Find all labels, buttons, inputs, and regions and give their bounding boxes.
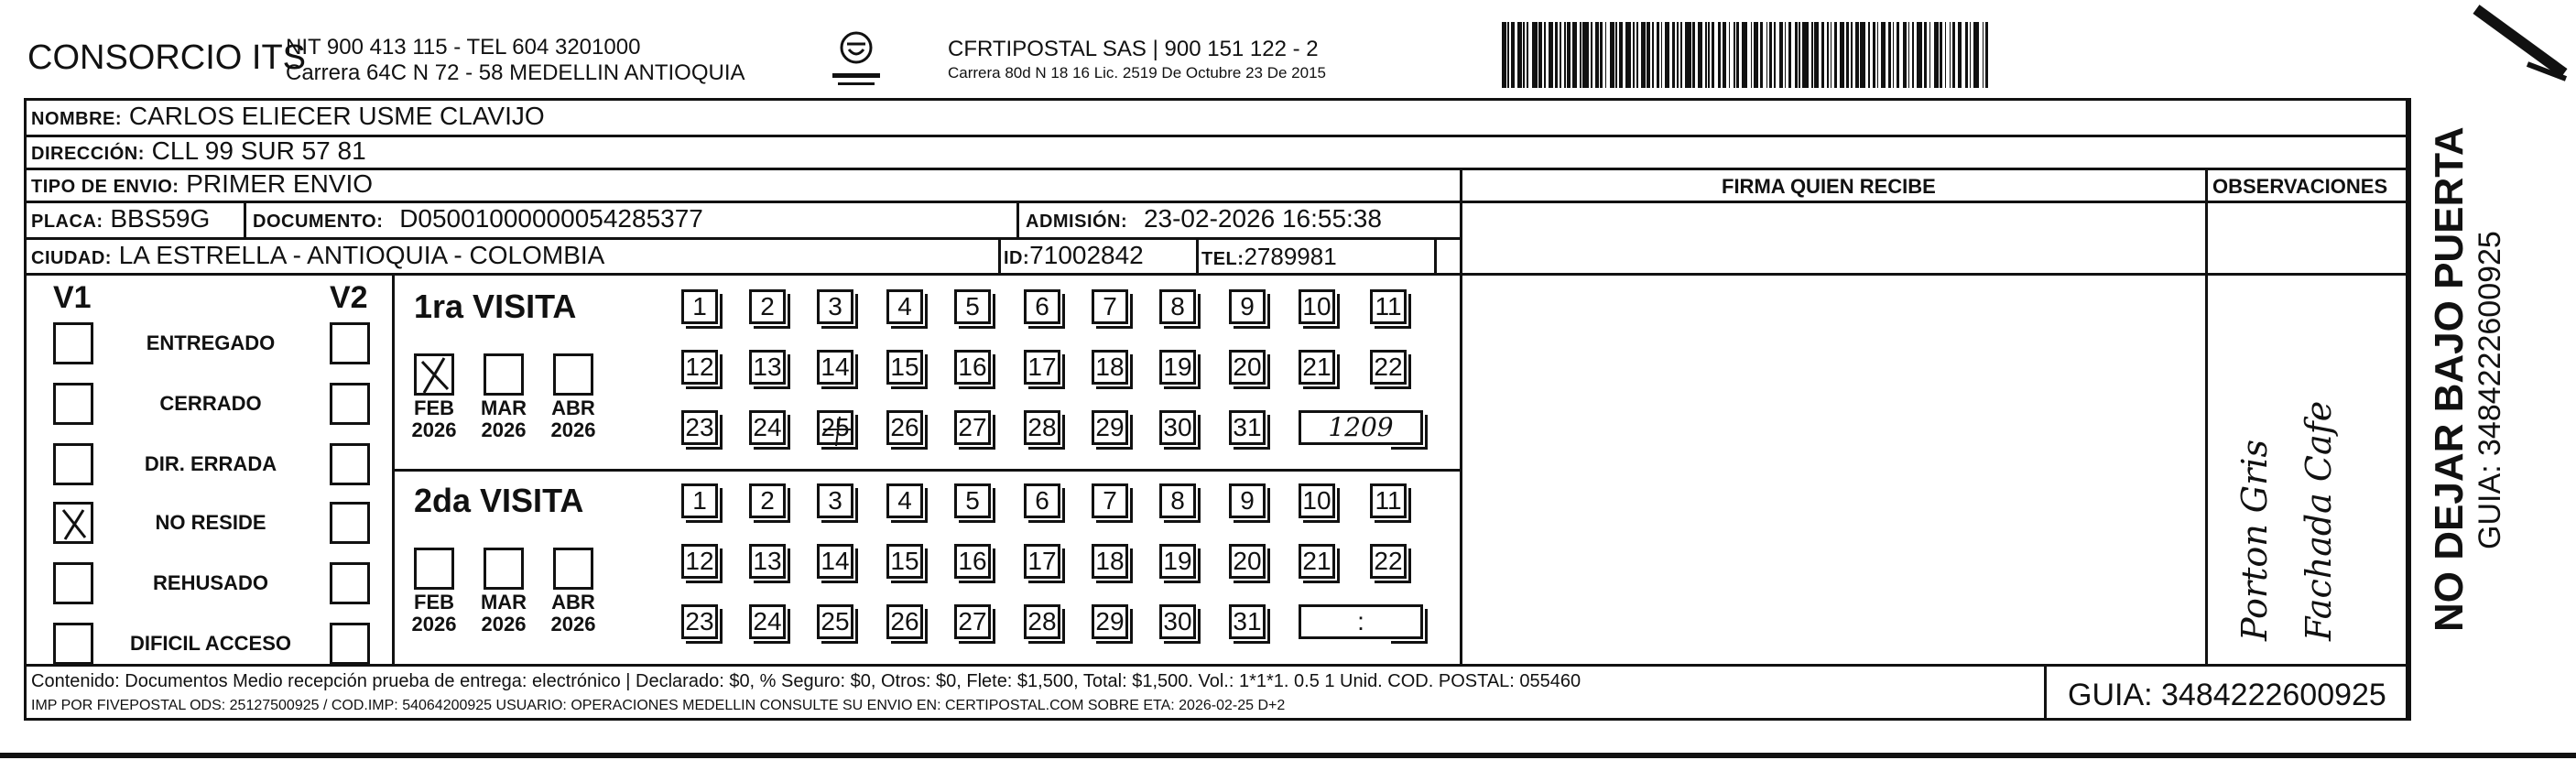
company-nit: NIT 900 413 115 - TEL 604 3201000 [286, 35, 641, 60]
tipo-label: TIPO DE ENVIO: [31, 177, 179, 197]
day-box[interactable]: 19 [1159, 544, 1196, 579]
month-label: ABR 2026 [550, 591, 596, 635]
month-checkbox[interactable] [553, 548, 593, 590]
day-box[interactable]: 5 [954, 483, 991, 518]
day-box[interactable]: 24 [749, 604, 786, 639]
direccion-label: DIRECCIÓN: [31, 144, 145, 164]
status-option-label: ENTREGADO [146, 331, 276, 354]
month-checkbox[interactable] [414, 548, 454, 590]
day-box[interactable]: 8 [1159, 289, 1196, 324]
day-box[interactable]: 23 [681, 410, 718, 445]
day-box[interactable]: 24 [749, 410, 786, 445]
nombre-row [31, 102, 545, 131]
day-box[interactable]: 4 [886, 483, 923, 518]
day-box[interactable]: 9 [1229, 483, 1266, 518]
status-option-label: DIR. ERRADA [144, 452, 277, 475]
day-box[interactable]: 8 [1159, 483, 1196, 518]
month-label: MAR 2026 [480, 591, 527, 635]
day-box[interactable]: 21 [1299, 350, 1335, 385]
day-box[interactable]: 26 [886, 604, 923, 639]
ciudad-value: LA ESTRELLA - ANTIOQUIA - COLOMBIA [118, 241, 605, 269]
tel-label: TEL: [1201, 249, 1245, 269]
v2-checkbox[interactable] [330, 443, 370, 485]
day-box[interactable]: 20 [1229, 544, 1266, 579]
v2-checkbox[interactable] [330, 562, 370, 604]
direccion-row [31, 136, 366, 166]
tipo-row [31, 169, 373, 199]
status-option-label: NO RESIDE [155, 511, 266, 534]
day-box[interactable]: 15 [886, 544, 923, 579]
time-box[interactable]: : [1299, 604, 1423, 639]
id-label: ID: [1004, 248, 1030, 268]
certipostal-logo [829, 27, 884, 92]
no-dejar-bajo-puerta: NO DEJAR BAJO PUERTA [2427, 126, 2472, 632]
day-box[interactable]: 6 [1024, 289, 1060, 324]
contenido-text: Contenido: Documentos Medio recepción prueba de entrega: electrónico | Declarado: $0, % Seguro: $0, Otros: $0, Flete: $1,500, Total: $1,500. Vol.: 1*1*1. 0.5 1 Unid. COD. POSTAL: 055460 [31, 671, 1581, 691]
day-box[interactable]: 28 [1024, 410, 1060, 445]
v1-checkbox[interactable] [53, 322, 93, 364]
day-box[interactable]: 18 [1092, 350, 1128, 385]
company-address: Carrera 64C N 72 - 58 MEDELLIN ANTIOQUIA [286, 60, 745, 85]
v2-checkbox[interactable] [330, 383, 370, 425]
v1-checkbox[interactable] [53, 383, 93, 425]
day-box[interactable]: 11 [1370, 483, 1407, 518]
documento-value: D05001000000054285377 [399, 204, 703, 233]
status-option-label: DIFICIL ACCESO [129, 632, 291, 655]
handwritten-observation-1: Porton Gris [2234, 440, 2275, 641]
day-box[interactable]: 30 [1159, 410, 1196, 445]
imp-text: IMP POR FIVEPOSTAL ODS: 25127500925 / COD.IMP: 54064200925 USUARIO: OPERACIONES MEDELLIN CONSULTE SU ENVIO EN: CERTIPOSTAL.COM SOBRE ETA: 2026-02-25 D+2 [31, 698, 1286, 713]
day-box[interactable]: 12 [681, 350, 718, 385]
day-box[interactable]: 20 [1229, 350, 1266, 385]
id-cell [1004, 241, 1144, 270]
status-option-label: CERRADO [159, 392, 262, 415]
status-option-label: REHUSADO [153, 571, 268, 594]
v2-checkbox[interactable] [330, 502, 370, 544]
month-checkbox[interactable] [553, 353, 593, 396]
day-box[interactable]: 9 [1229, 289, 1266, 324]
day-box[interactable]: 13 [749, 350, 786, 385]
ciudad-label: CIUDAD: [31, 248, 112, 268]
v2-checkbox[interactable] [330, 623, 370, 665]
day-box[interactable]: 16 [954, 544, 991, 579]
month-label: MAR 2026 [480, 396, 527, 441]
admision-value: 23-02-2026 16:55:38 [1143, 204, 1382, 233]
day-box[interactable]: 17 [1024, 544, 1060, 579]
day-box[interactable]: 25 [817, 410, 853, 445]
day-box[interactable]: 6 [1024, 483, 1060, 518]
day-box[interactable]: 28 [1024, 604, 1060, 639]
admision-cell [1026, 204, 1382, 233]
side-guia: GUIA: 3484222600925 [2473, 231, 2507, 549]
day-box[interactable]: 22 [1370, 544, 1407, 579]
day-box[interactable]: 1 [681, 483, 718, 518]
day-box[interactable]: 5 [954, 289, 991, 324]
month-checkbox[interactable] [414, 353, 454, 396]
placa-value: BBS59G [110, 204, 211, 233]
v2-checkbox[interactable] [330, 322, 370, 364]
day-box[interactable]: 3 [817, 483, 853, 518]
day-box[interactable]: 29 [1092, 604, 1128, 639]
day-box[interactable]: 2 [749, 289, 786, 324]
day-box[interactable]: 21 [1299, 544, 1335, 579]
guia-footer: GUIA: 3484222600925 [2068, 678, 2386, 712]
main-form [24, 98, 2408, 721]
placa-label: PLACA: [31, 212, 103, 232]
corner-mark [2473, 0, 2576, 101]
v1-checkbox[interactable] [53, 562, 93, 604]
second-visit-title: 2da VISITA [414, 482, 584, 519]
day-box[interactable]: 1 [681, 289, 718, 324]
day-box[interactable]: 12 [681, 544, 718, 579]
day-box[interactable]: 22 [1370, 350, 1407, 385]
documento-label: DOCUMENTO: [253, 212, 384, 232]
day-box[interactable]: 11 [1370, 289, 1407, 324]
day-box[interactable]: 10 [1299, 483, 1335, 518]
tipo-value: PRIMER ENVIO [186, 169, 374, 198]
month-checkbox[interactable] [484, 353, 524, 396]
month-checkbox[interactable] [484, 548, 524, 590]
firma-label: FIRMA QUIEN RECIBE [1722, 175, 1936, 198]
day-box[interactable]: 14 [817, 544, 853, 579]
month-label: FEB 2026 [411, 396, 457, 441]
day-box[interactable]: 14 [817, 350, 853, 385]
page-bottom-rule [0, 753, 2576, 758]
day-box[interactable]: 7 [1092, 289, 1128, 324]
day-box[interactable]: 27 [954, 410, 991, 445]
v1-checkbox[interactable] [53, 502, 93, 544]
day-box[interactable]: 19 [1159, 350, 1196, 385]
direccion-value: CLL 99 SUR 57 81 [151, 136, 366, 165]
day-box[interactable]: 26 [886, 410, 923, 445]
v1-header: V1 [53, 280, 92, 315]
day-box[interactable]: 10 [1299, 289, 1335, 324]
day-box[interactable]: 7 [1092, 483, 1128, 518]
v2-header: V2 [330, 280, 368, 315]
placa-cell [31, 204, 210, 233]
carrier-license: Carrera 80d N 18 16 Lic. 2519 De Octubre 23 De 2015 [948, 64, 1326, 81]
day-box[interactable]: 31 [1229, 410, 1266, 445]
day-box[interactable]: 4 [886, 289, 923, 324]
id-value: 71002842 [1029, 241, 1144, 269]
day-box[interactable]: 17 [1024, 350, 1060, 385]
day-box[interactable]: 31 [1229, 604, 1266, 639]
day-box[interactable]: 23 [681, 604, 718, 639]
v1-checkbox[interactable] [53, 623, 93, 665]
barcode [1502, 22, 2179, 88]
nombre-value: CARLOS ELIECER USME CLAVIJO [128, 102, 545, 130]
day-box[interactable]: 16 [954, 350, 991, 385]
month-label: FEB 2026 [411, 591, 457, 635]
carrier-name: CFRTIPOSTAL SAS | 900 151 122 - 2 [948, 37, 1319, 61]
day-box[interactable]: 15 [886, 350, 923, 385]
time-box[interactable]: 1209 [1299, 410, 1423, 445]
day-box[interactable]: 30 [1159, 604, 1196, 639]
company-name: CONSORCIO ITS [27, 38, 307, 77]
day-box[interactable]: 27 [954, 604, 991, 639]
admision-label: ADMISIÓN: [1026, 212, 1128, 232]
ciudad-cell [31, 241, 604, 270]
v1-checkbox[interactable] [53, 443, 93, 485]
nombre-label: NOMBRE: [31, 109, 123, 129]
tel-cell [1201, 243, 1337, 271]
handwritten-observation-2: Fachada Cafe [2299, 400, 2339, 641]
documento-cell [253, 204, 703, 233]
day-box[interactable]: 29 [1092, 410, 1128, 445]
day-box[interactable]: 2 [749, 483, 786, 518]
month-label: ABR 2026 [550, 396, 596, 441]
first-visit-title: 1ra VISITA [414, 288, 577, 325]
day-box[interactable]: 18 [1092, 544, 1128, 579]
day-box[interactable]: 25 [817, 604, 853, 639]
tel-value: 2789981 [1244, 243, 1337, 270]
day-box[interactable]: 13 [749, 544, 786, 579]
observaciones-label: OBSERVACIONES [2212, 175, 2388, 198]
day-box[interactable]: 3 [817, 289, 853, 324]
